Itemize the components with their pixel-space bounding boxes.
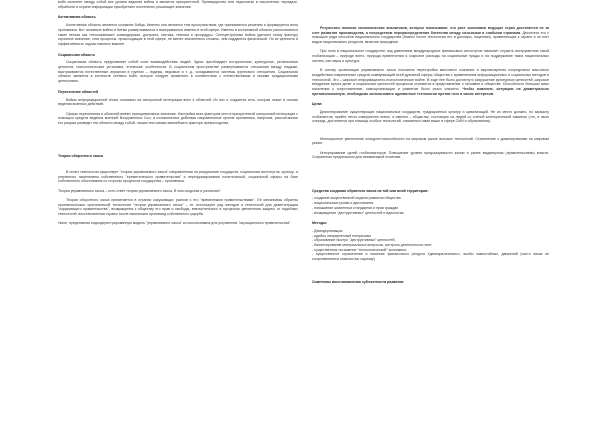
- list-item: - создание искусственной модели развития общества: [312, 196, 401, 201]
- methods-list: [312, 229, 549, 262]
- list-item: - существенное погашение "технологической" экономики;: [312, 247, 407, 252]
- symptoms-heading: Симптомы восстановления субъектности развития: [312, 279, 404, 284]
- section-heading-social: Социальная область: [58, 52, 96, 57]
- section-heading-cognitive: Когнитивная область: [58, 15, 96, 20]
- list-item: - Демодернизация: [312, 228, 343, 233]
- means-list: [312, 196, 549, 215]
- left-column: [58, 0, 298, 231]
- methods-heading: Методы:: [312, 221, 328, 226]
- chaos-basis-text: В основу организации управляемого хаоса положена перестройка массового сознания и мировоззрения посредством массового воздействия современных средств коммуникаций всей духовной сферы общества с применением информационных и социальных методов и технологий. Это – широкое информационно-психологическое войне. В ходе нее было достигнуто разрушение культурных ценностей, широкое внедрение культа денег и социальных ценностей процессов стремится в представление о человеке и обществе. Способность больших масс населения к сопротивлению, самоорганизации и развитию было резко снижено.: [312, 68, 549, 91]
- reverse-chaos-paragraph-3: Теория оборотного хаоса применяется в странах окружающих рынков с его "временными правительствами". Ее механизмы обратны противоположно оригинальной технологии "теории управляемого хаоса" – те, используют ряд методов и технологий для дезинтеграции "окружающего правительства", возвращения к обществу его прав и свободы, внеочительного в процессах увеличения защиты от подобных технологий, восстановления страны после панических пропаганд собственного ущерба.: [58, 197, 298, 217]
- list-item: - идейно направленный плюрализм: [312, 233, 371, 238]
- chaos-basis-conclusion: Чтобы изменить ситуацию на диаметрально противоположную, необходимо использовать адекватные технологии против него и своих интересов.: [312, 86, 549, 96]
- section-heading-intersection: Пересечение областей: [58, 89, 99, 94]
- intro-paragraph: войн сильнеет между собой все уровни ведения войны и является приоритетной. Преимущество или недостатки в накоплении, передаче, обработке и охране информации приобретают постепенно решающее значение.: [58, 0, 298, 9]
- list-item: - национальные рынки и дипломатия: [312, 201, 374, 206]
- cognitive-paragraph: Когнитивная область является сознание бойца. Именно она является тем пространством, где принимаются решения и формируется воля противника. Вот основные войны и битвы развертываются и выигрываются именно в этой сфере. Именно в когнитивной области располагаются такие нельзя как «неосязаемые» командирская, доктрина, тактика, техника и процедуры. Сетецентричные войны уделяют этому фактору огромное значение, хотя процессы, происходящие в этой сфере, не менее значительно сложны, чем поддаются физической. Но их ценность и эффективность подчас намного важнее.: [58, 23, 298, 46]
- reverse-chaos-paragraph-1: В полит технологии существует "теория управляемого хаоса" направленная на разрушение государств, социальных институтов, культур, и утерянного населением собственного "ереметического правительства" и перефразирования политической, социальной сферы на базе собственного обоснования со стороны процессов государства – противника.: [58, 169, 298, 184]
- chaos-basis-paragraph: [312, 68, 549, 96]
- reverse-chaos-paragraph-4: Ныне, представляя подходерестрированную модель "управляемого хаоса" из использована для устранения "окупационного правительства".: [58, 221, 292, 226]
- ignoring-paragraph: Игнорирование целей глобализаторов. Повышение уровня предсказуемости жизни и ранее выдвинутым (правительствам) власти. Сохранения предпосылок для независимой политики.: [312, 150, 549, 160]
- economic-lead: Результаты анализа экономических аналитиков, которые показывают, что рост экономики ведущих стран достигается не за счет развития производства, а посредством перераспределения богатства между сильными и слабыми странами.: [312, 26, 549, 35]
- list-item: - существенное ограничение и лишение финансового ресурса «демократических», якобы самостийных, движений (часто никак не сопротивляются опасностью харизму): [312, 252, 549, 262]
- section-heading-reverse-chaos: Теория оборотного хаоса: [58, 154, 103, 159]
- social-paragraph: Социальная область представляет собой поле взаимодействия людей. Здесь преобладает исторические, культурные, религиозные ценности, психологические установки, этические особенности. В социальном пространстве развертываются отношения между людьми, выстраиваются естественные иерархии в группах – лидеры, ведомые и т. д., складываются системы группового отношения. Социальная область является в контексте сетевых войн, которое следует применять в соответствии с отечественными и своими традиционными ценностями.: [58, 60, 298, 84]
- means-heading: Средства создания обратного хаоса на той или иной территории:: [312, 188, 429, 193]
- list-item: - повышение жизненных стандартов и прав граждан: [312, 205, 399, 210]
- reverse-chaos-paragraph-2: Теория управляемого хаоса – есть ответ теории управляемого хаоса. В чем сходства и различия?: [58, 188, 221, 193]
- economic-rest: Дестатеги это с помощью ряда способов национального государства (бизнес после технологии его в доллары, лицензии), применяющих к охране и за счет видов национальных ресурсов, включая природные.: [312, 30, 549, 45]
- intersection-paragraph-2: Сферы пересечения и областей имеют принципиальное значение. Настройка всех факторов сети в приоритетной синхронной интеграции с помощью средств ведения военной Вооруженных Сил, а сознательные действия направленные против противника, напротив, рассчитанные его разрыв разведет эти области между собой, лишая тем самым важнейшего фактора превосходства.: [58, 111, 298, 125]
- goals-heading: Цели:: [312, 102, 323, 107]
- list-item: - возвращение "деструктивных" ценностей и идеологии.: [312, 210, 405, 215]
- right-column: [312, 26, 549, 288]
- list-item: - образование быстро "деструктивных" ценностей,: [312, 238, 396, 243]
- state-paragraph: При этом в национальное государство под давлением международных финансовых институтов начинает служить инструментом такой глобализации – природе всего, природа привлечения и сокрытие расходы на социальные нужды и на поддержание таких национальных систем, как наука и культура.: [312, 49, 549, 63]
- list-item: - балансирование материальных вопросов, контроль деятельности элит: [312, 243, 432, 248]
- economic-paragraph: [312, 26, 549, 45]
- intersection-paragraph-1: Войны информационной эпохи основаны на синхронной интеграции всех 4 областей. Их них и создается сеть, которая лежит в основе ведения военных действий.: [58, 97, 298, 107]
- goals-paragraph: Демонтирование существующих национальных государств, традиционных культур и цивилизаций. Не их место должно, по замыслу глобалистов, прийти нечто совершенно новое, а именно – общество, состоящее из людей со слепой категорической памятью (что, в свою очередь, достигается при помощи особых технологий, описанных нами выше в сфере СМИ и образования).: [312, 110, 549, 124]
- competitiveness-paragraph: Многократное увеличение конкурентоспособности на мировом рынке высоких технологий. Стремление к доминированию на мировом рынке.: [312, 136, 549, 146]
